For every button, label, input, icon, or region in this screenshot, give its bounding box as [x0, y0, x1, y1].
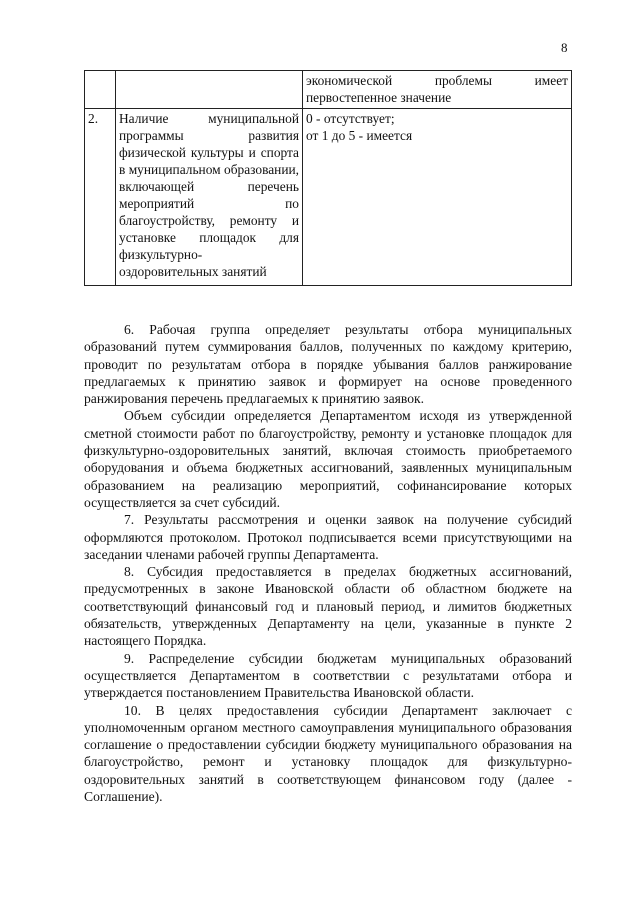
score-value-line: 0 - отсутствует;: [306, 111, 395, 126]
score-value-line: от 1 до 5 - имеется: [306, 128, 413, 143]
paragraph: 7. Результаты рассмотрения и оценки заявок на получение субсидий оформляются протоколом. Протокол подписывается всеми присутствующими на заседании членами рабочей группы Департамента.: [84, 512, 572, 562]
table-row: [85, 109, 572, 286]
score-values-cell: [303, 109, 572, 286]
body-text: [84, 321, 572, 805]
table-row: [85, 71, 572, 109]
paragraph: 9. Распределение субсидии бюджетам муниципальных образований осуществляется Департаментом в соответствии с результатами отбора и утверждается постановлением Правительства Ивановской области.: [84, 650, 572, 701]
paragraph: 10. В целях предоставления субсидии Департамент заключает с уполномоченным органом местного самоуправления муниципального образования соглашение о предоставлении субсидии бюджету муниципального образования на благоустройство, ремонт и установку площадок для физкультурно-оздоровительных занятий в соответствующем финансовом году (далее - Соглашение).: [84, 702, 572, 805]
criterion-cell: [116, 71, 303, 109]
row-number-cell: [85, 71, 116, 109]
score-values-cell: экономической проблемы имеет первостепенное значение: [303, 71, 572, 109]
row-number-cell: 2.: [85, 109, 116, 286]
page-number: 8: [561, 40, 568, 55]
paragraph: 6. Рабочая группа определяет результаты отбора муниципальных образований путем суммирования баллов, полученных по каждому критерию, проводит по результатам отбора в порядке убывания баллов ранжирование предлагаемых к принятию заявок и формирует на основе проведенного ранжирования перечень предлагаемых к принятию заявок.: [84, 322, 572, 407]
paragraph: 8. Субсидия предоставляется в пределах бюджетных ассигнований, предусмотренных в законе Ивановской области об областном бюджете на соответствующий финансовый год и плановый период, и лимитов бюджетных обязательств, утвержденных Департаменту на цели, указанные в пункте 2 настоящего Порядка.: [84, 564, 572, 649]
paragraph: Объем субсидии определяется Департаментом исходя из утвержденной сметной стоимости работ по благоустройству, ремонту и установке площадок для физкультурно-оздоровительных занятий, включая стоимость приобретаемого оборудования и объема бюджетных ассигнований, заявленных муниципальным образованием на реализацию мероприятий, софинансирование которых осуществляется за счет субсидий.: [84, 408, 572, 510]
criterion-cell: Наличие муниципальной программы развития физической культуры и спорта в муниципальном образовании, включающей перечень мероприятий по благоустройству, ремонту и установке площадок для физкультурно-оздоровительных занятий: [116, 109, 303, 286]
criteria-table: [84, 70, 572, 286]
